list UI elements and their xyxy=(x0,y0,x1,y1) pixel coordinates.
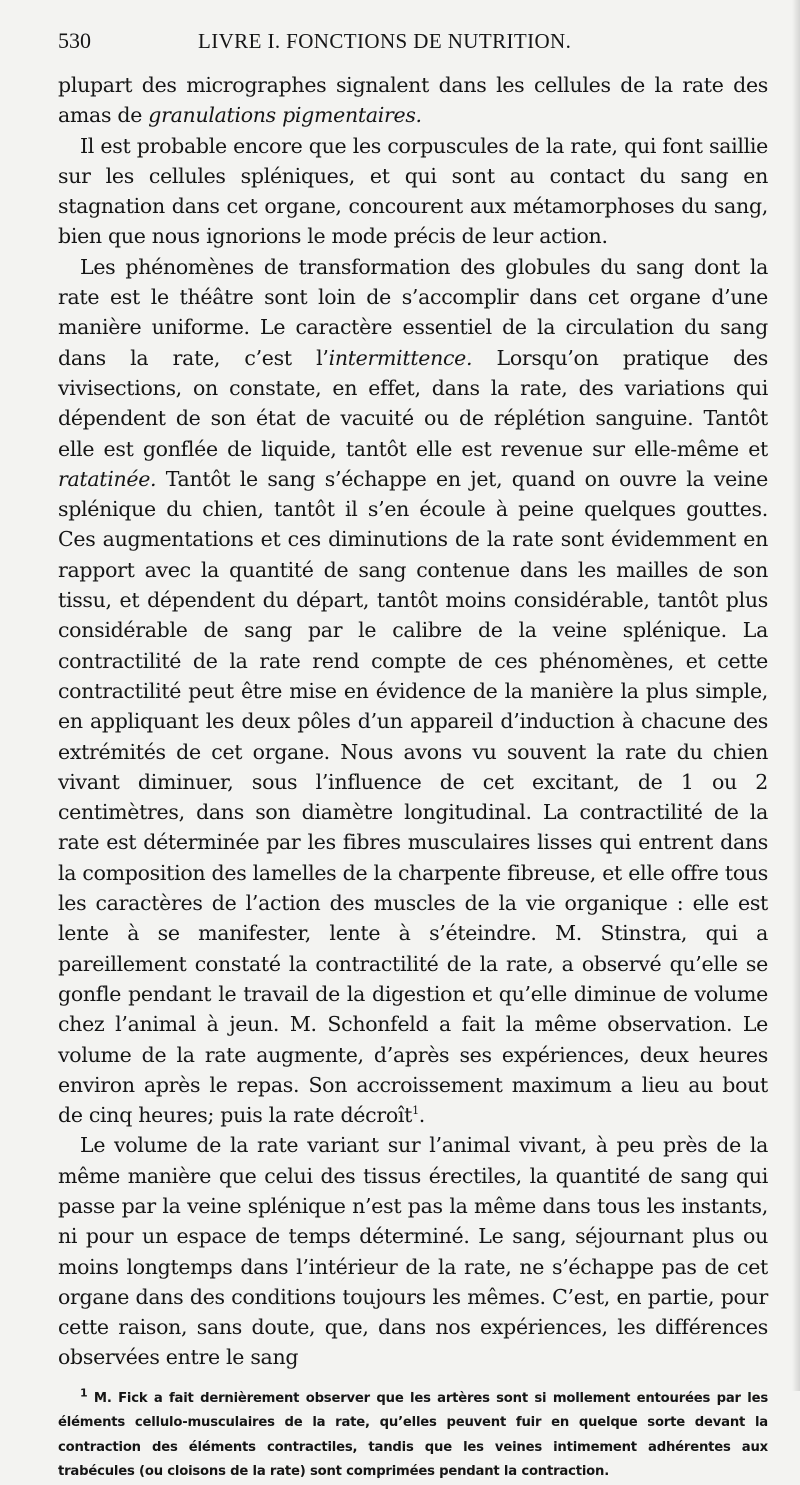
paragraph xyxy=(58,252,768,1131)
page-edge-shadow xyxy=(792,0,800,1391)
text-run: plupart des micrographes signalent dans les cellules de la rate des amas de xyxy=(58,73,768,128)
italic-text: granulations pigmentaires. xyxy=(148,103,422,128)
footnote-text: M. Fick a fait dernièrement observer que les artères sont si mollement entourées par les éléments cellulo-musculaires de la rate, qu’elles peuvent fuir en quelque sorte devant la contraction des éléments contractiles, tandis que les veines intimement adhérentes aux trabécules (ou cloisons de la rate) sont comprimées pendant la contraction. xyxy=(58,1390,768,1480)
footnote-mark: 1 xyxy=(80,1386,88,1400)
italic-text: ratatinée. xyxy=(58,466,157,491)
footnote-reference[interactable]: 1 xyxy=(412,1104,419,1118)
paragraph xyxy=(58,70,768,131)
running-head xyxy=(58,28,768,70)
text-run: Les phénomènes de transformation des globules du sang dont la rate est le théâtre sont loin de s’accomplir dans cet organe d’une manière uniforme. Le caractère essentiel de la circulation du sang dans la rate, c’est l’ xyxy=(58,254,768,370)
text-run: Tantôt le sang s’échappe en jet, quand on ouvre la veine splénique du chien, tantôt il s’en écoule à peine quelques gouttes. Ces augmentations et ces diminutions de la rate sont évidemment en rapport avec la quantité de sang contenue dans les mailles de son tissu, et dépendent du départ, tantôt moins considérable, tantôt plus considérable de sang par le calibre de la veine splénique. La contractilité de la rate rend compte de ces phénomènes, et cette contractilité peut être mise en évidence de la manière la plus simple, en appliquant les deux pôles d’un appareil d’induction à chacune des extrémités de cet organe. Nous avons vu souvent la rate du chien vivant diminuer, sous l’influence de cet excitant, de 1 ou 2 centimètres, dans son diamètre longitudinal. La contractilité de la rate est déterminée par les fibres musculaires lisses qui entrent dans la composition des lamelles de la charpente fibreuse, et elle offre tous les caractères de l’action des muscles de la vie organique : elle est lente à se manifester, lente à s’éteindre. M. Stinstra, qui a pareillement constaté la contractilité de la rate, a observé qu’elle se gonfle pendant le travail de la digestion et qu’elle diminue de volume chez l’animal à jeun. M. Schonfeld a fait la même observation. Le volume de la rate augmente, d’après ses expériences, deux heures environ après le repas. Son accroissement maximum a lieu au bout de cinq heures; puis la rate décroît xyxy=(58,466,768,1128)
page-number: 530 xyxy=(58,28,91,53)
italic-text: intermittence. xyxy=(328,345,473,370)
running-title: LIVRE I. FONCTIONS DE NUTRITION. xyxy=(198,29,572,53)
text-run: Lorsqu’on pratique des vivisections, on constate, en effet, dans la rate, des variations qui dépendent de son état de vacuité ou de réplétion sanguine. Tantôt elle est gonflée de liquide, tantôt elle est revenue sur elle-même et xyxy=(58,345,768,461)
paragraph xyxy=(58,1130,768,1372)
text-run: Le volume de la rate variant sur l’animal vivant, à peu près de la même manière que celui des tissus érectiles, la quantité de sang qui passe par la veine splénique n’est pas la même dans tous les instants, ni pour un espace de temps déterminé. Le sang, séjournant plus ou moins longtemps dans l’intérieur de la rate, ne s’échappe pas de cet organe dans des conditions toujours les mêmes. C’est, en partie, pour cette raison, sans doute, que, dans nos expériences, les différences observées entre le sang xyxy=(58,1133,768,1370)
footnotes xyxy=(58,1387,768,1485)
body-text xyxy=(58,70,768,1373)
text-run: . xyxy=(418,1103,425,1128)
paragraph xyxy=(58,131,768,252)
footnote xyxy=(58,1387,768,1485)
text-run: Il est probable encore que les corpuscules de la rate, qui font saillie sur les cellules spléniques, et qui sont au contact du sang en stagnation dans cet organe, concourent aux métamorphoses du sang, bien que nous ignorions le mode précis de leur action. xyxy=(58,133,768,249)
